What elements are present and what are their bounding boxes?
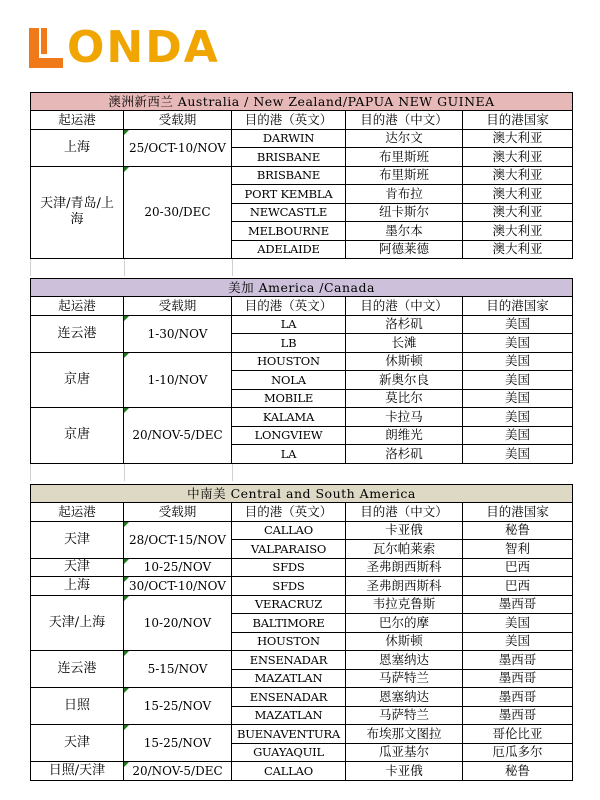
america-canada-schedule-table	[30, 278, 573, 464]
destination-en-cell: VERACRUZ	[232, 595, 346, 614]
logo-l-mark-icon	[27, 26, 67, 70]
loading-period-cell: 20/NOV-5/DEC	[124, 762, 232, 781]
loading-period-cell: 1-10/NOV	[124, 352, 232, 408]
destination-en-cell: HOUSTON	[232, 632, 346, 651]
destination-country-cell: 巴西	[463, 577, 573, 596]
destination-en-header: 目的港（英文）	[232, 503, 346, 522]
destination-cn-header: 目的港（中文）	[346, 111, 463, 130]
destination-cn-cell: 马萨特兰	[346, 706, 463, 725]
logo-text: ONDA	[67, 22, 220, 73]
destination-cn-cell: 瓜亚基尔	[346, 743, 463, 762]
destination-en-cell: KALAMA	[232, 408, 346, 427]
loading-period-cell: 28/OCT-15/NOV	[124, 521, 232, 558]
destination-en-cell: NOLA	[232, 371, 346, 390]
destination-country-cell: 墨西哥	[463, 651, 573, 670]
table-row	[31, 408, 573, 427]
destination-country-cell: 美国	[463, 352, 573, 371]
australia-schedule-table	[30, 92, 573, 259]
destination-en-cell: ENSENADAR	[232, 651, 346, 670]
section-title: 美加 America /Canada	[31, 279, 573, 297]
destination-cn-cell: 达尔文	[346, 129, 463, 148]
loading-period-header: 受载期	[124, 111, 232, 130]
destination-en-cell: SFDS	[232, 577, 346, 596]
destination-en-cell: PORT KEMBLA	[232, 185, 346, 204]
loading-period-cell: 25/OCT-10/NOV	[124, 129, 232, 166]
destination-cn-cell: 韦拉克鲁斯	[346, 595, 463, 614]
destination-country-cell: 美国	[463, 389, 573, 408]
origin-port-header: 起运港	[31, 503, 124, 522]
loading-period-cell: 10-25/NOV	[124, 558, 232, 577]
destination-cn-cell: 布里斯班	[346, 148, 463, 167]
destination-country-header: 目的港国家	[463, 297, 573, 316]
destination-country-cell: 智利	[463, 540, 573, 559]
destination-country-cell: 澳大利亚	[463, 166, 573, 185]
section-spacer	[30, 464, 573, 481]
section-title-row	[31, 93, 573, 111]
destination-country-cell: 美国	[463, 334, 573, 353]
origin-port-cell: 天津	[31, 558, 124, 577]
loading-period-cell: 10-20/NOV	[124, 595, 232, 651]
destination-cn-cell: 休斯顿	[346, 632, 463, 651]
origin-port-cell: 日照/天津	[31, 762, 124, 781]
loading-period-cell: 15-25/NOV	[124, 725, 232, 762]
origin-port-cell: 连云港	[31, 651, 124, 688]
destination-cn-header: 目的港（中文）	[346, 297, 463, 316]
destination-cn-cell: 卡亚俄	[346, 762, 463, 781]
destination-en-cell: MAZATLAN	[232, 669, 346, 688]
destination-country-cell: 墨西哥	[463, 669, 573, 688]
origin-port-header: 起运港	[31, 297, 124, 316]
destination-country-cell: 澳大利亚	[463, 185, 573, 204]
section-title-row	[31, 485, 573, 503]
destination-en-cell: LB	[232, 334, 346, 353]
destination-en-cell: LONGVIEW	[232, 426, 346, 445]
section-title: 中南美 Central and South America	[31, 485, 573, 503]
loading-period-cell: 20/NOV-5/DEC	[124, 408, 232, 464]
origin-port-cell: 天津	[31, 521, 124, 558]
destination-en-cell: BRISBANE	[232, 166, 346, 185]
table-row	[31, 688, 573, 707]
destination-en-cell: ENSENADAR	[232, 688, 346, 707]
destination-cn-cell: 恩塞纳达	[346, 688, 463, 707]
destination-en-cell: MELBOURNE	[232, 222, 346, 241]
origin-port-cell: 上海	[31, 577, 124, 596]
destination-country-cell: 墨西哥	[463, 595, 573, 614]
table-row	[31, 577, 573, 596]
destination-cn-cell: 肯布拉	[346, 185, 463, 204]
destination-country-cell: 美国	[463, 445, 573, 464]
destination-en-cell: VALPARAISO	[232, 540, 346, 559]
destination-en-cell: LA	[232, 315, 346, 334]
column-header-row	[31, 503, 573, 522]
destination-en-cell: NEWCASTLE	[232, 203, 346, 222]
destination-en-cell: BRISBANE	[232, 148, 346, 167]
table-row	[31, 595, 573, 614]
origin-port-cell: 天津/上海	[31, 595, 124, 651]
destination-cn-cell: 长滩	[346, 334, 463, 353]
destination-en-cell: GUAYAQUIL	[232, 743, 346, 762]
destination-country-cell: 秘鲁	[463, 762, 573, 781]
section-title: 澳洲新西兰 Australia / New Zealand/PAPUA NEW GUINEA	[31, 93, 573, 111]
origin-port-cell: 天津/青岛/上海	[31, 166, 124, 259]
destination-cn-cell: 圣弗朗西斯科	[346, 577, 463, 596]
origin-port-cell: 京唐	[31, 352, 124, 408]
destination-en-cell: LA	[232, 445, 346, 464]
destination-cn-cell: 巴尔的摩	[346, 614, 463, 633]
loading-period-cell: 1-30/NOV	[124, 315, 232, 352]
destination-country-cell: 墨西哥	[463, 706, 573, 725]
destination-country-cell: 澳大利亚	[463, 240, 573, 259]
destination-cn-cell: 洛杉矶	[346, 315, 463, 334]
table-row	[31, 725, 573, 744]
destination-en-cell: SFDS	[232, 558, 346, 577]
destination-en-cell: CALLAO	[232, 762, 346, 781]
table-row	[31, 129, 573, 148]
loading-period-cell: 20-30/DEC	[124, 166, 232, 259]
destination-en-header: 目的港（英文）	[232, 111, 346, 130]
loading-period-cell: 30/OCT-10/NOV	[124, 577, 232, 596]
table-row	[31, 352, 573, 371]
destination-country-cell: 秘鲁	[463, 521, 573, 540]
column-header-row	[31, 111, 573, 130]
destination-country-cell: 美国	[463, 614, 573, 633]
destination-cn-cell: 新奥尔良	[346, 371, 463, 390]
loading-period-cell: 15-25/NOV	[124, 688, 232, 725]
origin-port-cell: 日照	[31, 688, 124, 725]
destination-cn-cell: 纽卡斯尔	[346, 203, 463, 222]
loading-period-header: 受载期	[124, 503, 232, 522]
destination-cn-cell: 朗维光	[346, 426, 463, 445]
destination-cn-cell: 瓦尔帕莱索	[346, 540, 463, 559]
origin-port-cell: 天津	[31, 725, 124, 762]
destination-country-cell: 巴西	[463, 558, 573, 577]
section-title-row	[31, 279, 573, 297]
destination-en-cell: DARWIN	[232, 129, 346, 148]
destination-country-header: 目的港国家	[463, 503, 573, 522]
origin-port-cell: 连云港	[31, 315, 124, 352]
destination-country-cell: 澳大利亚	[463, 222, 573, 241]
destination-country-cell: 厄瓜多尔	[463, 743, 573, 762]
origin-port-header: 起运港	[31, 111, 124, 130]
destination-en-header: 目的港（英文）	[232, 297, 346, 316]
destination-country-header: 目的港国家	[463, 111, 573, 130]
destination-country-cell: 墨西哥	[463, 688, 573, 707]
destination-country-cell: 澳大利亚	[463, 148, 573, 167]
destination-country-cell: 美国	[463, 408, 573, 427]
origin-port-cell: 上海	[31, 129, 124, 166]
table-row	[31, 651, 573, 670]
destination-cn-cell: 恩塞纳达	[346, 651, 463, 670]
central-south-america-schedule-table	[30, 484, 573, 781]
destination-cn-cell: 洛杉矶	[346, 445, 463, 464]
destination-en-cell: HOUSTON	[232, 352, 346, 371]
destination-cn-cell: 莫比尔	[346, 389, 463, 408]
table-row	[31, 521, 573, 540]
destination-en-cell: ADELAIDE	[232, 240, 346, 259]
loading-period-cell: 5-15/NOV	[124, 651, 232, 688]
table-row	[31, 762, 573, 781]
section-spacer	[30, 259, 573, 276]
destination-cn-cell: 休斯顿	[346, 352, 463, 371]
destination-cn-cell: 圣弗朗西斯科	[346, 558, 463, 577]
destination-country-cell: 哥伦比亚	[463, 725, 573, 744]
destination-cn-cell: 马萨特兰	[346, 669, 463, 688]
table-row	[31, 166, 573, 185]
table-row	[31, 315, 573, 334]
destination-cn-cell: 阿德莱德	[346, 240, 463, 259]
destination-cn-cell: 墨尔本	[346, 222, 463, 241]
destination-cn-cell: 卡亚俄	[346, 521, 463, 540]
destination-country-cell: 澳大利亚	[463, 129, 573, 148]
loading-period-header: 受载期	[124, 297, 232, 316]
destination-en-cell: BALTIMORE	[232, 614, 346, 633]
destination-en-cell: MAZATLAN	[232, 706, 346, 725]
destination-en-cell: CALLAO	[232, 521, 346, 540]
destination-cn-cell: 布里斯班	[346, 166, 463, 185]
destination-country-cell: 澳大利亚	[463, 203, 573, 222]
destination-country-cell: 美国	[463, 371, 573, 390]
destination-country-cell: 美国	[463, 426, 573, 445]
destination-en-cell: BUENAVENTURA	[232, 725, 346, 744]
destination-cn-cell: 布埃那文图拉	[346, 725, 463, 744]
destination-cn-cell: 卡拉马	[346, 408, 463, 427]
destination-country-cell: 美国	[463, 315, 573, 334]
destination-country-cell: 美国	[463, 632, 573, 651]
destination-en-cell: MOBILE	[232, 389, 346, 408]
table-row	[31, 558, 573, 577]
column-header-row	[31, 297, 573, 316]
destination-cn-header: 目的港（中文）	[346, 503, 463, 522]
origin-port-cell: 京唐	[31, 408, 124, 464]
